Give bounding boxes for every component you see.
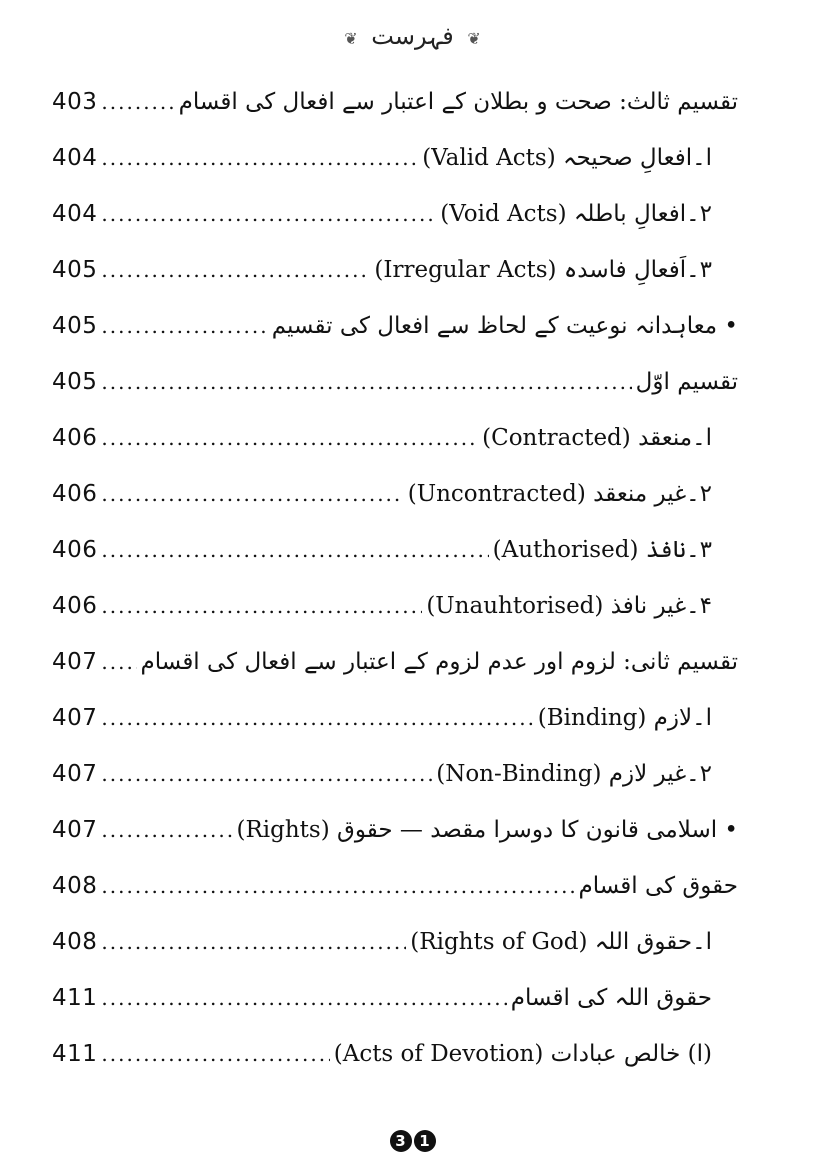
toc-entry[interactable]	[52, 302, 738, 350]
toc-entry-page: 407	[52, 761, 98, 787]
toc-entry-page: 403	[52, 89, 98, 115]
toc-entry-page: 406	[52, 425, 98, 451]
toc-entry[interactable]	[52, 134, 712, 182]
toc-entry-title: ۲۔غیر لازم (Non-Binding)	[436, 761, 712, 787]
leader-dots	[101, 762, 432, 786]
toc-entry[interactable]	[52, 806, 738, 854]
toc-entry-title: ا۔حقوق اللہ (Rights of God)	[410, 929, 712, 955]
toc-entry-title: تقسیم ثانی: لزوم اور عدم لزوم کے اعتبار سے افعال کی اقسام	[140, 649, 738, 675]
leader-dots	[101, 986, 506, 1010]
leader-dots	[101, 650, 136, 674]
toc-entry-page: 405	[52, 257, 98, 283]
toc-entry[interactable]	[52, 862, 738, 910]
toc-entry[interactable]	[52, 638, 738, 686]
leader-dots	[101, 538, 488, 562]
leader-dots	[101, 818, 232, 842]
toc-entry-title: تقسیم ثالث: صحت و بطلان کے اعتبار سے افعال کی اقسام	[178, 89, 738, 115]
toc-entry[interactable]	[52, 582, 712, 630]
toc-entry-title: حقوق اللہ کی اقسام	[510, 985, 712, 1011]
leader-dots	[101, 202, 436, 226]
toc-entry-page: 408	[52, 929, 98, 955]
toc-entry-page: 407	[52, 817, 98, 843]
toc-entry-title: ۳۔نافذ (Authorised)	[492, 537, 712, 563]
leader-dots	[101, 146, 418, 170]
header-title: فہرست	[371, 22, 454, 50]
leader-dots	[101, 874, 574, 898]
toc-entry-title: ۲۔غیر منعقد (Uncontracted)	[407, 481, 712, 507]
toc-entry-title: ۲۔افعالِ باطلہ (Void Acts)	[440, 201, 712, 227]
leader-dots	[101, 426, 478, 450]
toc-entry-title: ا۔منعقد (Contracted)	[482, 425, 712, 451]
toc-entry-page: 406	[52, 593, 98, 619]
toc-entry-title: ا۔لازم (Binding)	[537, 705, 712, 731]
leader-dots	[101, 90, 174, 114]
toc-entry-page: 404	[52, 145, 98, 171]
toc-entry[interactable]	[52, 78, 738, 126]
toc-entry[interactable]	[52, 694, 712, 742]
leader-dots	[101, 482, 403, 506]
toc-entry-page: 404	[52, 201, 98, 227]
toc-entry-title: تقسیم اوّل	[635, 369, 738, 395]
toc-entry[interactable]	[52, 526, 712, 574]
leader-dots	[101, 258, 370, 282]
leader-dots	[101, 930, 406, 954]
leader-dots	[101, 370, 631, 394]
toc-entry-title: (ا) خالص عبادات (Acts of Devotion)	[333, 1041, 712, 1067]
toc-entry-page: 406	[52, 481, 98, 507]
toc-entry-title: ۳۔اَفعالِ فاسدہ (Irregular Acts)	[374, 257, 712, 283]
toc-entry[interactable]	[52, 246, 712, 294]
toc-entry[interactable]	[52, 750, 712, 798]
leader-dots	[101, 594, 422, 618]
toc-entry-page: 405	[52, 313, 98, 339]
leader-dots	[101, 314, 267, 338]
toc-entry-page: 411	[52, 985, 98, 1011]
toc-entry-page: 408	[52, 873, 98, 899]
toc-entry[interactable]	[52, 190, 712, 238]
ornament-left-icon: ❦	[344, 29, 358, 48]
page-number-footer	[0, 1130, 825, 1152]
page-number-digit: 1	[414, 1130, 436, 1152]
toc-entry[interactable]	[52, 918, 712, 966]
toc-entry-page: 406	[52, 537, 98, 563]
toc-entry[interactable]	[52, 414, 712, 462]
toc-entry-title: حقوق کی اقسام	[578, 873, 738, 899]
toc-entry[interactable]	[52, 470, 712, 518]
toc-entry-page: 407	[52, 649, 98, 675]
toc-entry[interactable]	[52, 1030, 712, 1078]
page-header	[0, 22, 825, 50]
ornament-right-icon: ❦	[467, 29, 481, 48]
toc-entry-title: • معاہدانہ نوعیت کے لحاظ سے افعال کی تقسیم	[271, 313, 738, 339]
toc-entry-title: ۴۔غیر نافذ (Unauhtorised)	[426, 593, 712, 619]
page-number-digit: 3	[390, 1130, 412, 1152]
toc-entry-page: 411	[52, 1041, 98, 1067]
toc-entry-page: 405	[52, 369, 98, 395]
toc-entry[interactable]	[52, 358, 738, 406]
toc-entry-page: 407	[52, 705, 98, 731]
leader-dots	[101, 1042, 329, 1066]
toc-entry-title: • اسلامی قانون کا دوسرا مقصد — حقوق (Rights)	[236, 817, 738, 843]
leader-dots	[101, 706, 533, 730]
toc-entry[interactable]	[52, 974, 712, 1022]
toc-entry-title: ا۔افعالِ صحیحہ (Valid Acts)	[422, 145, 712, 171]
